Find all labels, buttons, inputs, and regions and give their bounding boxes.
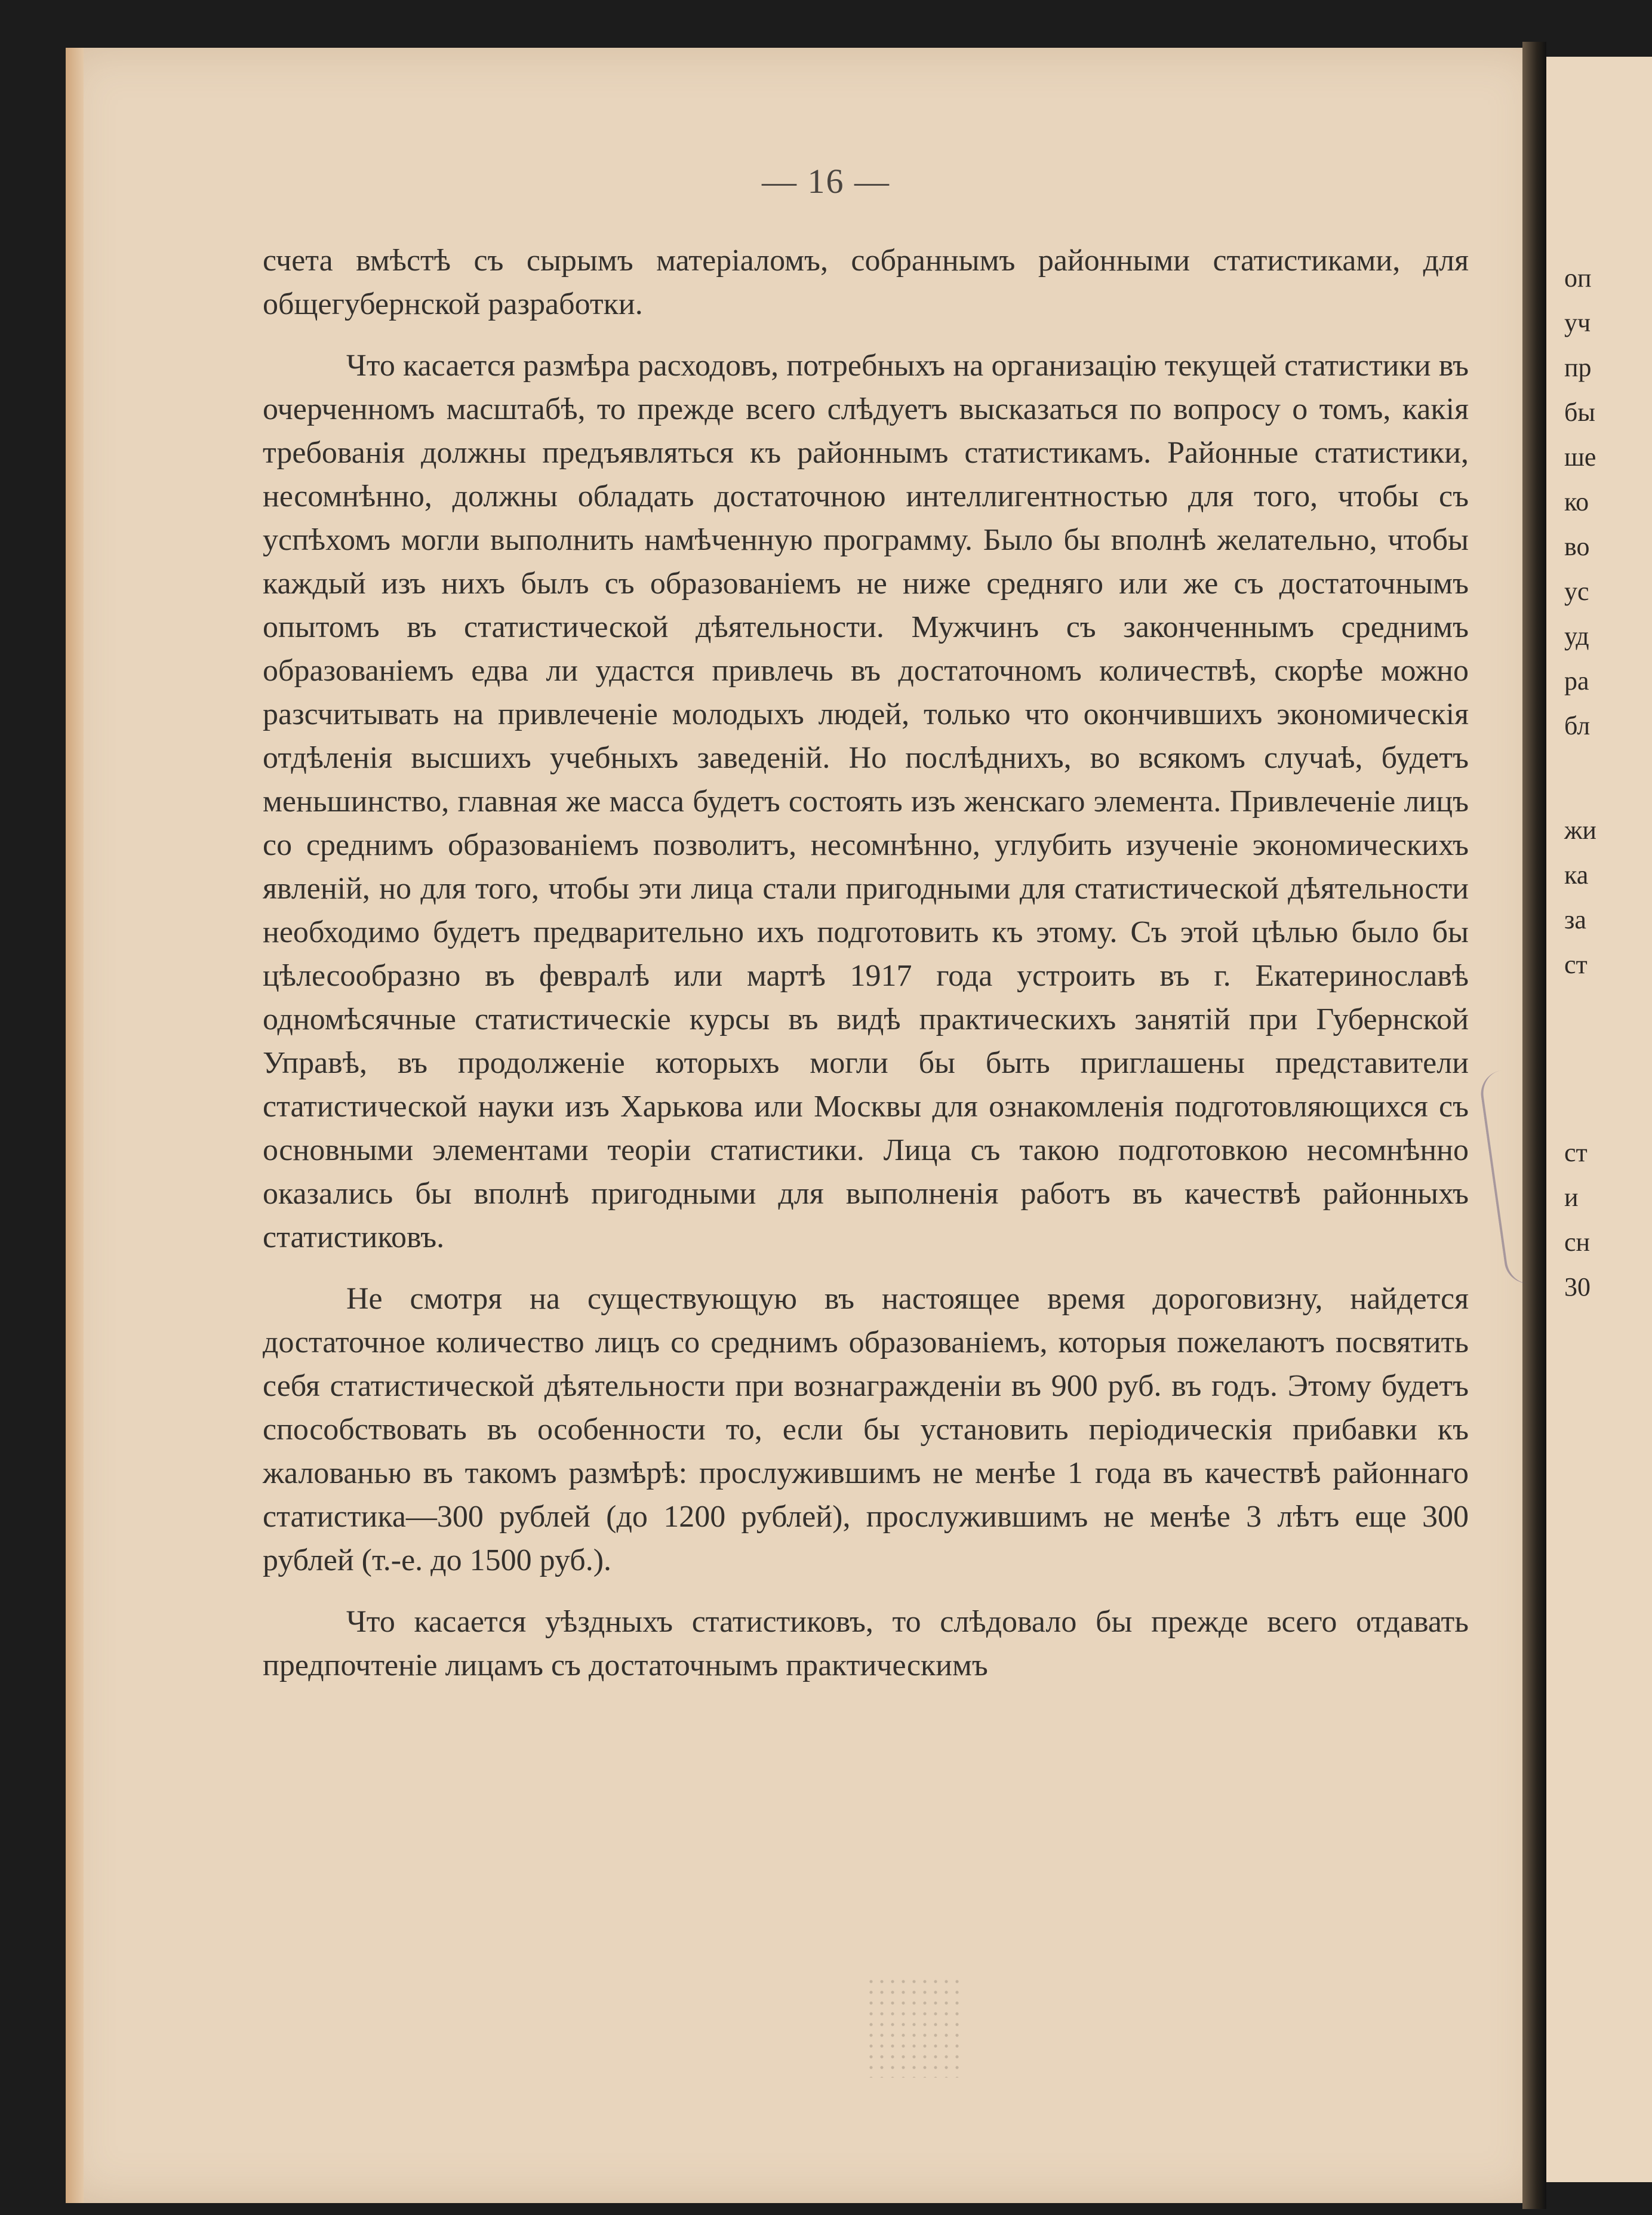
adjacent-fragment: оп [1564, 263, 1592, 293]
adjacent-fragment: бы [1564, 398, 1595, 427]
adjacent-fragment: пр [1564, 353, 1592, 382]
adjacent-page [1546, 57, 1652, 2182]
paragraph: Что касается уѣздныхъ статистиковъ, то слѣдовало бы прежде всего отдавать предпочтеніе лицамъ съ достаточнымъ практическимъ [263, 1605, 1469, 1682]
adjacent-fragment: бл [1564, 711, 1591, 740]
adjacent-fragment: во [1564, 532, 1590, 561]
page-number: — 16 — [762, 162, 890, 201]
ink-smudge [866, 1976, 961, 2078]
adjacent-fragment: ус [1564, 577, 1589, 606]
page-body [263, 239, 1469, 1705]
page-edge [66, 48, 84, 2203]
adjacent-fragment: ко [1564, 487, 1589, 516]
adjacent-fragment: уд [1564, 622, 1589, 651]
adjacent-fragment: ра [1564, 666, 1589, 696]
adjacent-fragment: и [1564, 1183, 1579, 1212]
paragraph: Что касается размѣра расходовъ, потребныхъ на организацію текущей статистики въ очерченномъ масштабѣ, то прежде всего слѣдуетъ высказаться по вопросу о томъ, какія требованія должны предъявляться къ районнымъ статистикамъ. Районные статистики, несомнѣнно, должны обладать достаточною интеллигентностью для того, чтобы съ успѣхомъ могли выполнить намѣченную программу. Было бы вполнѣ желательно, чтобы каждый изъ нихъ былъ съ образованіемъ не ниже средняго или же съ достаточнымъ опытомъ въ статистической дѣятельности. Мужчинъ съ законченнымъ среднимъ образованіемъ едва ли удастся привлечь въ достаточномъ количествѣ, скорѣе можно разсчитывать на привлеченіе молодыхъ людей, только что окончившихъ экономическія отдѣленія высшихъ учебныхъ заведеній. Но послѣднихъ, во всякомъ случаѣ, будетъ меньшинство, главная же масса будетъ состоять изъ женскаго элемента. Привлеченіе лицъ со среднимъ образованіемъ позволитъ, несомнѣнно, углубить изученіе экономическихъ явленій, но для того, чтобы эти лица стали пригодными для статистической дѣятельности необходимо будетъ предварительно ихъ подготовить къ этому. Съ этой цѣлью было бы цѣлесообразно въ февралѣ или мартѣ 1917 года устроить въ г. Екатеринославѣ одномѣсячные статистическіе курсы въ видѣ практическихъ занятій при Губернской Управѣ, въ продолженіе которыхъ могли бы быть приглашены представители статистической науки изъ Харькова или Москвы для ознакомленія подготовляющихся съ основными элементами теоріи статистики. Лица съ такою подготовкою несомнѣнно оказались бы вполнѣ пригодными для выполненія работъ въ качествѣ районныхъ статистиковъ. [263, 349, 1469, 1254]
paragraph: счета вмѣстѣ съ сырымъ матеріаломъ, собраннымъ районными статистиками, для общегубернской разработки. [263, 244, 1469, 321]
adjacent-fragment: ст [1564, 950, 1588, 979]
adjacent-fragment: жи [1564, 816, 1596, 845]
adjacent-fragment: ст [1564, 1138, 1588, 1167]
adjacent-fragment: ше [1564, 442, 1596, 472]
adjacent-fragment: за [1564, 905, 1586, 934]
adjacent-fragment: сн [1564, 1228, 1591, 1257]
adjacent-fragment: ка [1564, 860, 1589, 890]
adjacent-fragment: уч [1564, 308, 1591, 337]
adjacent-fragment: 30 [1564, 1272, 1591, 1302]
paragraph: Не смотря на существующую въ настоящее время дороговизну, найдется достаточное количество лицъ со среднимъ образованіемъ, которыя пожелаютъ посвятить себя статистической дѣятельности при вознагражденіи въ 900 руб. въ годъ. Этому будетъ способствовать въ особенности то, если бы установить періодическія прибавки къ жалованью въ такомъ размѣрѣ: прослужившимъ не менѣе 1 года въ качествѣ районнаго статистика—300 рублей (до 1200 рублей), прослужившимъ не менѣе 3 лѣтъ еще 300 рублей (т.-е. до 1500 руб.). [263, 1282, 1469, 1577]
